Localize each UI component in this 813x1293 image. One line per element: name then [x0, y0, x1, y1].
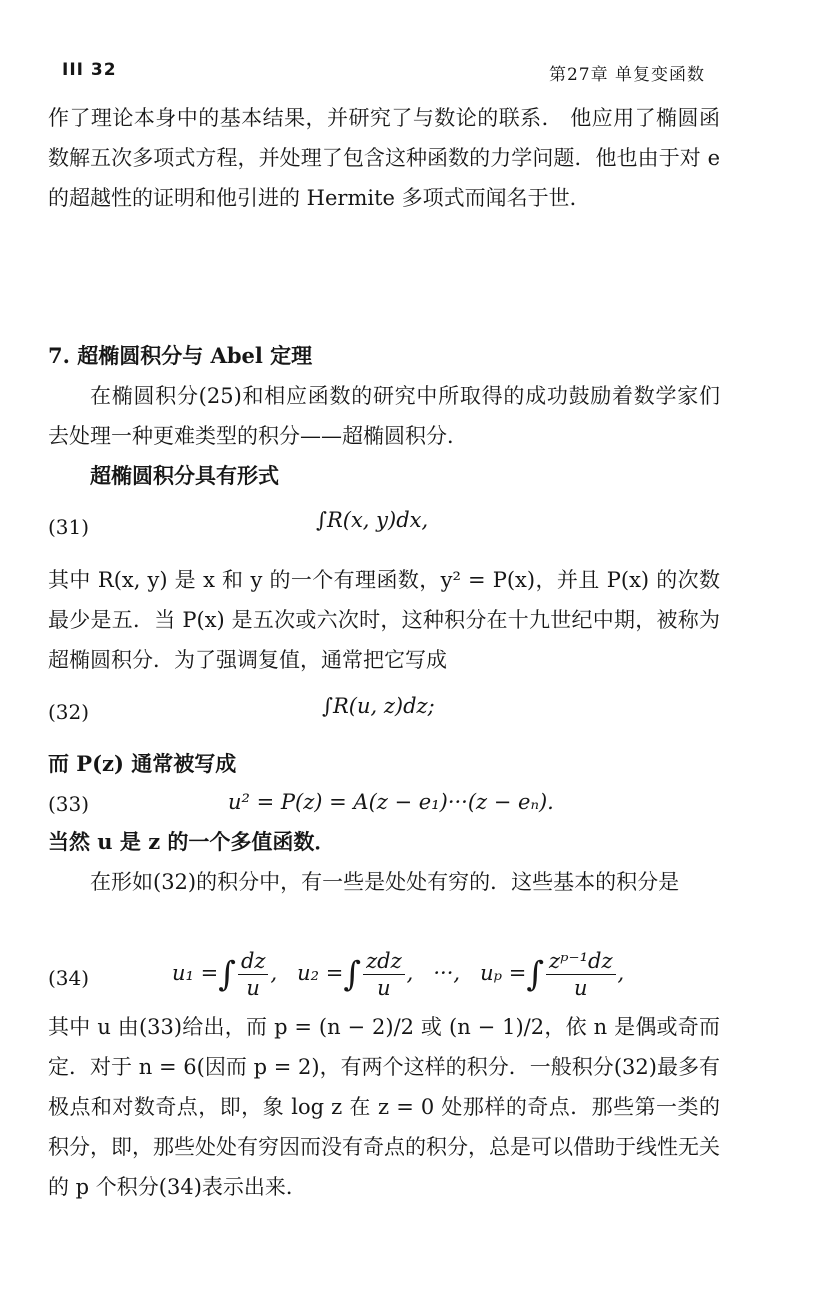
paragraph-pz: [48, 744, 720, 784]
section-title: 7. 超椭圆积分与 Abel 定理: [48, 343, 313, 368]
eq34-u2: u₂ =: [297, 961, 344, 985]
equation-33: u² = P(z) = A(z − e₁)···(z − eₙ).: [228, 790, 554, 814]
paragraph-intro: [48, 376, 720, 496]
fraction: [546, 948, 615, 1001]
numerator: zᵖ⁻¹dz: [546, 948, 615, 975]
integral-sign-icon: ∫: [343, 954, 362, 995]
eq34-dots: ···,: [433, 961, 461, 985]
page-reference: III 32: [62, 60, 117, 80]
paragraph-first-kind: [48, 1007, 720, 1207]
paragraph-text: 在形如(32)的积分中，有一些是处处有穷的．这些基本的积分是: [90, 870, 680, 894]
paragraph-text: 当然 u 是 z 的一个多值函数．: [48, 829, 336, 854]
eq34-up: uₚ =: [480, 961, 527, 985]
fraction: [363, 948, 405, 1001]
paragraph-text: 而 P(z) 通常被写成: [48, 751, 237, 776]
numerator: dz: [238, 948, 269, 975]
integral-sign-icon: ∫: [218, 954, 236, 995]
equation-label-34: (34): [48, 966, 90, 990]
paragraph-multivalued: [48, 822, 720, 902]
fraction: [238, 948, 269, 1001]
paragraph-definition: [48, 560, 720, 680]
paragraph-text: 其中 R(x, y) 是 x 和 y 的一个有理函数，y² = P(x)，并且 P(x) 的次数最少是五．当 P(x) 是五次或六次时，这种积分在十九世纪中期，被称为超椭圆积分．为了强调复值，通常把它写成: [48, 568, 720, 672]
integral-sign-icon: ∫: [526, 954, 545, 995]
equation-label-32: (32): [48, 700, 90, 724]
chapter-header: 第27章 单复变函数: [548, 65, 705, 85]
equation-34: u₁ =∫ $\frac{dz}{u}$ , u₂ =∫ $\frac{\text{zdz}}{u}$ , ···, uₚ =∫ $\frac{\text{zᵖ⁻¹dz}}{u}$ ,: [172, 949, 625, 1000]
denominator: u: [377, 976, 391, 1000]
denominator: u: [246, 976, 260, 1000]
equation-label-31: (31): [48, 515, 90, 539]
paragraph-text: 作了理论本身中的基本结果，并研究了与数论的联系． 他应用了椭圆函数解五次多项式方程，并处理了包含这种函数的力学问题．他也由于对 e 的超越性的证明和他引进的 Hermite 多项式而闻名于世．: [48, 106, 720, 210]
equation-31: ∫R(x, y)dx,: [316, 508, 429, 532]
equation-32: ∫R(u, z)dz;: [322, 694, 435, 718]
equation-label-33: (33): [48, 792, 90, 816]
paragraph-text: 其中 u 由(33)给出，而 p = (n − 2)/2 或 (n − 1)/2，依 n 是偶或奇而定．对于 n = 6(因而 p = 2)，有两个这样的积分．一般积分(32)最多有极点和对数奇点，即，象 log z 在 z = 0 处那样的奇点．那些第一类的积分，即，那些处处有穷因而没有奇点的积分，总是可以借助于线性无关的 p 个积分(34)表示出来．: [48, 1015, 720, 1199]
denominator: u: [574, 976, 588, 1000]
paragraph-hermite: [48, 98, 720, 218]
numerator: zdz: [363, 948, 405, 975]
eq34-u1: u₁ =: [172, 961, 219, 985]
paragraph-text: 超椭圆积分具有形式: [90, 463, 279, 488]
paragraph-text: 在椭圆积分(25)和相应函数的研究中所取得的成功鼓励着数学家们去处理一种更难类型的积分——超椭圆积分．: [48, 384, 720, 448]
